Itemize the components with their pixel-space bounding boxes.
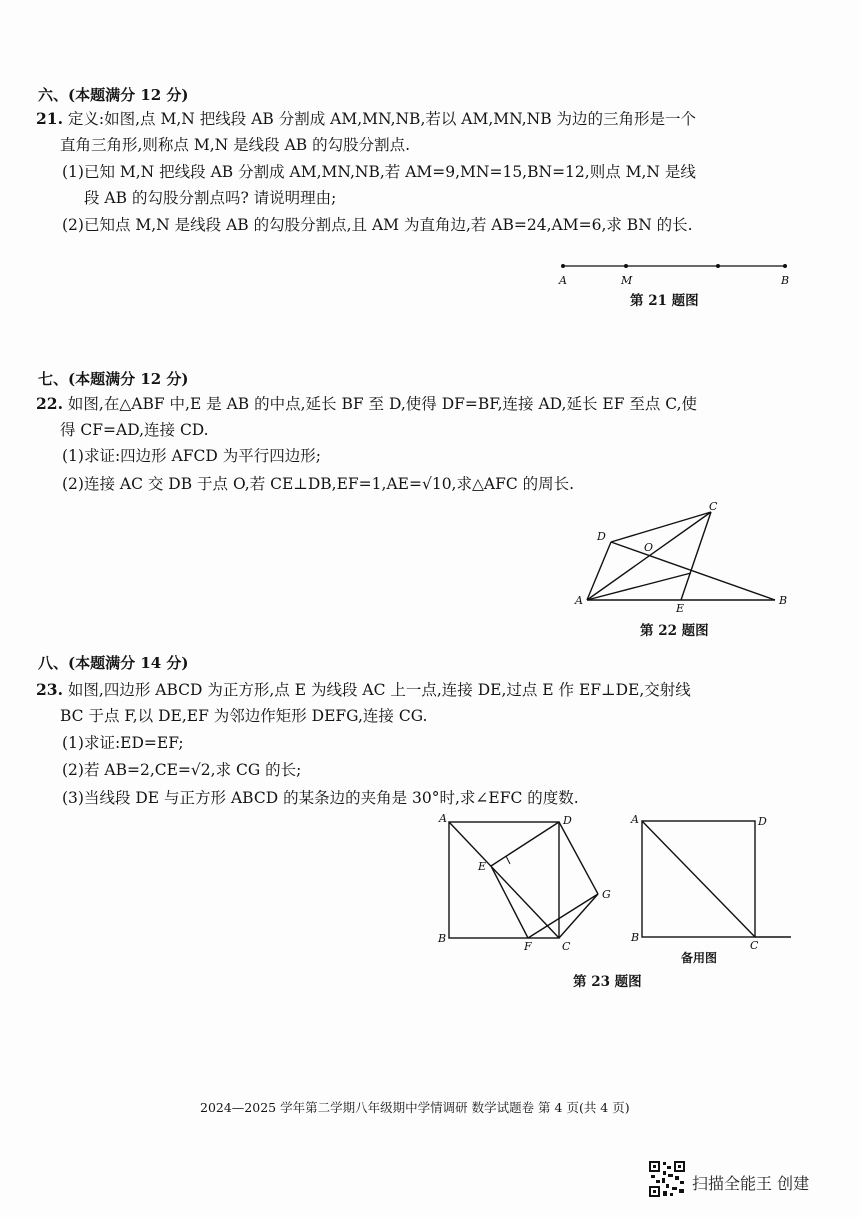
q23-spare-caption: 备用图	[681, 951, 718, 965]
section-6-title: 六、(本题满分 12 分)	[38, 86, 189, 104]
q23-stem-line-2: BC 于点 F,以 DE,EF 为邻边作矩形 DEFG,连接 CG.	[60, 707, 428, 725]
q22-figure	[565, 498, 795, 616]
label-a: A	[631, 813, 639, 826]
segment-de	[491, 822, 559, 866]
q23-part2: (2)若 AB=2,CE=√2,求 CG 的长;	[62, 761, 302, 779]
q21-stem-text-1: 定义:如图,点 M,N 把线段 AB 分割成 AM,MN,NB,若以 AM,MN,NB 为边的三角形是一个	[67, 110, 697, 128]
segment-ef	[491, 866, 528, 938]
label-c: C	[750, 939, 759, 952]
point-a	[561, 264, 565, 268]
label-c: C	[709, 500, 718, 513]
page-footer: 2024—2025 学年第二学期八年级期中学情调研 数学试题卷 第 4 页(共 4 页)	[200, 1100, 630, 1115]
qr-code-icon	[648, 1160, 686, 1198]
label-e: E	[676, 602, 685, 615]
q21-stem-line-1	[36, 107, 696, 129]
label-b: B	[631, 931, 640, 944]
q23-part3: (3)当线段 DE 与正方形 ABCD 的某条边的夹角是 30°时,求∠EFC 的度数.	[62, 789, 579, 807]
q21-part1-line-1: (1)已知 M,N 把线段 AB 分割成 AM,MN,NB,若 AM=9,MN=15,BN=12,则点 M,N 是线	[62, 163, 696, 181]
q23-part1: (1)求证:ED=EF;	[62, 734, 184, 752]
diagonal-ac	[449, 822, 559, 938]
q21-number: 21.	[36, 109, 63, 128]
label-b: B	[781, 274, 790, 287]
q23-figure-caption: 第 23 题图	[573, 974, 642, 990]
label-d: D	[563, 814, 572, 827]
q22-stem-text-1: 如图,在△ABF 中,E 是 AB 的中点,延长 BF 至 D,使得 DF=BF,连接 AD,延长 EF 至点 C,使	[67, 395, 698, 413]
diagonal-ac-spare	[642, 821, 755, 937]
label-c: C	[562, 940, 571, 953]
label-f: F	[524, 940, 532, 953]
point-m	[624, 264, 628, 268]
section-7-title: 七、(本题满分 12 分)	[38, 370, 189, 388]
label-g: G	[602, 888, 611, 901]
point-b	[783, 264, 787, 268]
segment-db	[611, 542, 775, 600]
segment-cg	[559, 894, 598, 938]
label-b: B	[779, 594, 788, 607]
label-a: A	[439, 812, 447, 825]
right-angle-mark	[506, 856, 510, 864]
label-e: E	[478, 860, 487, 873]
label-m: M	[621, 274, 633, 287]
q23-number: 23.	[36, 680, 63, 699]
q22-figure-caption: 第 22 题图	[640, 623, 709, 639]
q21-part1-line-2: 段 AB 的勾股分割点吗? 请说明理由;	[84, 189, 337, 207]
q23-stem-line-1	[36, 678, 691, 700]
q22-part2: (2)连接 AC 交 DB 于点 O,若 CE⊥DB,EF=1,AE=√10,求△AFC 的周长.	[62, 475, 575, 493]
q21-part2: (2)已知点 M,N 是线段 AB 的勾股分割点,且 AM 为直角边,若 AB=24,AM=6,求 BN 的长.	[62, 216, 693, 234]
q23-figure-spare	[626, 810, 796, 960]
point-n	[716, 264, 720, 268]
label-a: A	[559, 274, 567, 287]
q21-figure	[555, 258, 795, 288]
q22-number: 22.	[36, 394, 63, 413]
label-o: O	[644, 541, 654, 554]
label-d: D	[758, 815, 767, 828]
segment-dc	[611, 512, 711, 542]
q23-figure-main	[430, 810, 615, 952]
q22-part1: (1)求证:四边形 AFCD 为平行四边形;	[62, 447, 321, 465]
label-d: D	[597, 530, 606, 543]
label-a: A	[575, 594, 583, 607]
label-b: B	[438, 932, 447, 945]
q21-stem-line-2: 直角三角形,则称点 M,N 是线段 AB 的勾股分割点.	[60, 136, 411, 154]
section-8-title: 八、(本题满分 14 分)	[38, 654, 189, 672]
segment-dg	[559, 822, 598, 894]
q23-stem-text-1: 如图,四边形 ABCD 为正方形,点 E 为线段 AC 上一点,连接 DE,过点 E 作 EF⊥DE,交射线	[67, 681, 691, 699]
q22-stem-line-2: 得 CF=AD,连接 CD.	[60, 421, 209, 439]
segment-ec	[681, 512, 711, 600]
segment-af	[587, 573, 691, 600]
q22-stem-line-1	[36, 392, 697, 414]
watermark-text: 扫描全能王 创建	[692, 1174, 810, 1193]
q21-figure-caption: 第 21 题图	[630, 293, 699, 309]
